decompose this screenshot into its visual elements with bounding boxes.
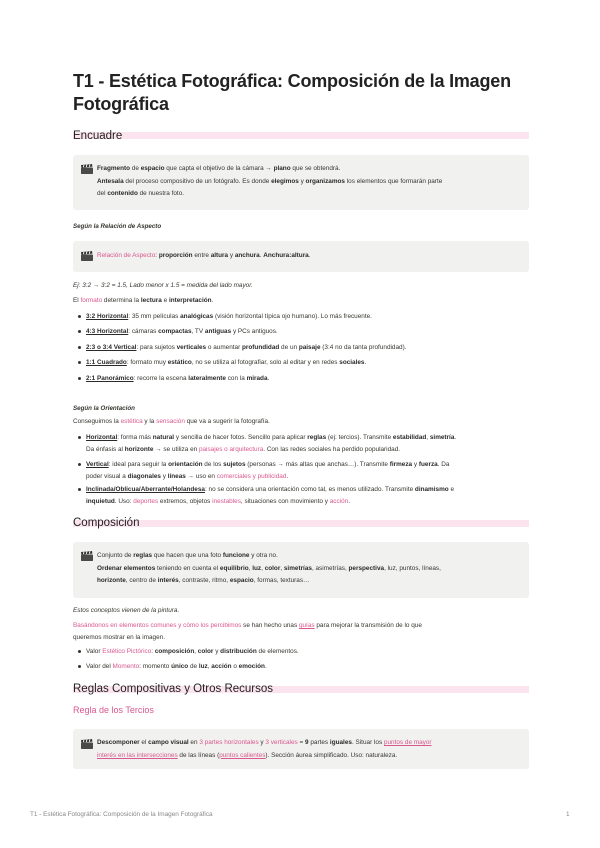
callout-line: Fragmento de espacio que capta el objetivo de la cámara → plano que se obtendrá. — [97, 165, 341, 172]
label-aspect: Según la Relación de Aspecto — [73, 223, 162, 230]
callout-line: Conjunto de reglas que hacen que una foto funcione y otra no. — [97, 552, 278, 559]
heading-reglas: Reglas Compositivas y Otros Recursos — [73, 683, 274, 695]
clapperboard-icon — [81, 164, 93, 174]
callout-text — [97, 737, 515, 762]
callout-line: interés en las intersecciones de las líneas (puntos calientes). Sección áurea simplificado. Uso: naturaleza. — [97, 751, 398, 759]
orient-intro: Conseguimos la estética y la sensación que va a sugerir la fotografía. — [73, 418, 270, 425]
label-orient: Según la Orientación — [73, 405, 135, 412]
callout-text: Relación de Aspecto: proporción entre altura y anchura. Anchura:altura. — [97, 252, 311, 259]
heading-encuadre: Encuadre — [73, 130, 123, 142]
page-number: 1 — [566, 811, 570, 818]
callout-text — [97, 163, 515, 201]
callout-line: del contenido de nuestra foto. — [97, 190, 185, 197]
list-item: Horizontal: forma más natural y sencilla de hacer fotos. Sencillo para aplicar reglas (ej: tercios). Transmite estabilidad, simetría. Da énfasis al horizonte → se utiliza en paisajes o arquitectura. Con las redes sociales ha perdido popularidad. — [73, 432, 529, 456]
clapperboard-icon — [81, 739, 93, 749]
callout-text — [97, 550, 515, 588]
callout-encuadre — [73, 155, 529, 210]
example-text: Ej: 3:2 → 3:2 = 1.5, Lado menor x 1.5 = medida del lado mayor. — [73, 282, 253, 289]
concepts-note: Estos conceptos vienen de la pintura. — [73, 607, 180, 614]
page-title: T1 - Estética Fotográfica: Composición de la Imagen Fotográfica — [73, 71, 511, 114]
clapperboard-icon — [81, 251, 93, 261]
heading-composicion: Composición — [73, 517, 140, 529]
list-item: Vertical: ideal para seguir la orientación de los sujetos (personas → más altas que anchas…). Transmite firmeza y fuerza. Da poder visual a diagonales y líneas → uso en comerciales y publicidad. — [73, 459, 529, 483]
callout-line: horizonte, centro de interés, contraste, ritmo, espacio, formas, texturas… — [97, 577, 310, 584]
basandonos-text: Basándonos en elementos comunes y cómo los percibimos se han hecho unas guías para mejorar la transmisión de lo que queremos mostrar en la imagen. — [73, 622, 422, 641]
subheading-tercios: Regla de los Tercios — [73, 705, 154, 715]
callout-composicion — [73, 542, 529, 598]
callout-aspect — [73, 241, 529, 272]
footer-title: T1 - Estética Fotográfica: Composición de la Imagen Fotográfica — [30, 811, 213, 818]
formato-text: El formato determina la lectura e interpretación. — [73, 297, 214, 304]
callout-line: Descomponer el campo visual en 3 partes horizontales y 3 verticales = 9 partes iguales. Situar los puntos de mayor — [97, 739, 432, 746]
callout-line: Ordenar elementos teniendo en cuenta el equilibrio, luz, color, simetrías, asimetrías, perspectiva, luz, puntos, líneas, — [97, 564, 441, 572]
callout-tercios — [73, 729, 529, 769]
callout-line: Antesala del proceso compositivo de un fotógrafo. Es donde elegimos y organizamos los elementos que formarán parte — [97, 177, 443, 185]
clapperboard-icon — [81, 551, 93, 561]
list-item: Inclinada/Oblicua/Aberrante/Holandesa: no se considera una orientación como tal, es menos utilizado. Transmite dinamismo e inquietud. Uso: deportes extremos, objetos inestables, situaciones con movimiento y acción. — [73, 484, 529, 508]
